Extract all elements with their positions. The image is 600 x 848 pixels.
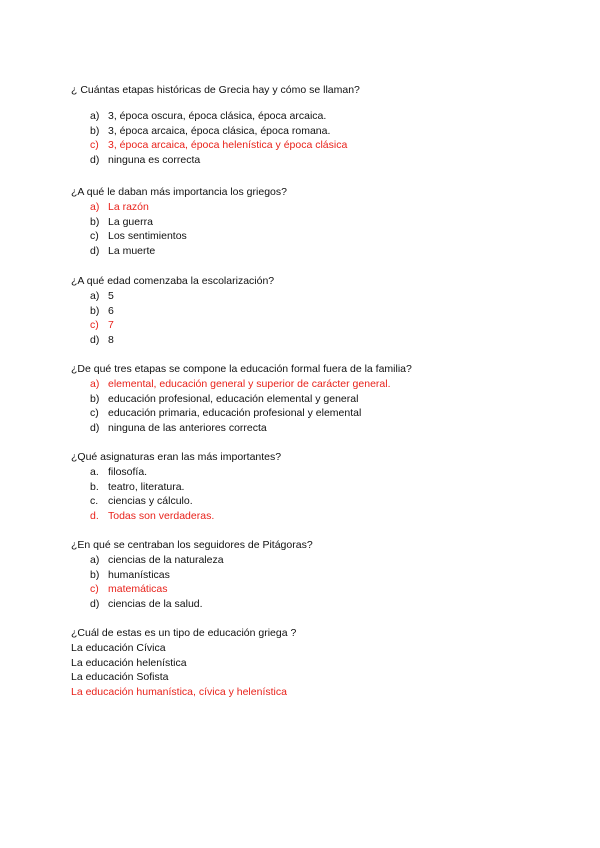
option-label: a) [90, 110, 100, 122]
option-label: b) [90, 124, 100, 137]
question-block-7 [71, 626, 551, 699]
option-label: d) [90, 421, 100, 434]
option-a-correct [71, 200, 551, 215]
option-label: c. [90, 495, 99, 508]
option-text: humanísticas [108, 568, 170, 581]
option-text: La razón [108, 201, 149, 213]
option-text: 5 [108, 290, 114, 302]
option-d [71, 421, 551, 436]
option-c-correct [71, 582, 551, 597]
answer-line: La educación Sofista [71, 671, 169, 684]
option-a [71, 109, 551, 124]
option-label: c) [90, 139, 99, 152]
option-label: c) [90, 583, 99, 596]
option-text: 3, época oscura, época clásica, época arcaica. [108, 110, 327, 122]
option-label: d) [90, 597, 100, 610]
option-label: b. [90, 480, 99, 493]
option-b [71, 568, 551, 583]
option-d [71, 333, 551, 348]
option-label: a) [90, 290, 100, 302]
option-label: a. [90, 466, 99, 478]
question-text: ¿De qué tres etapas se compone la educación formal fuera de la familia? [71, 363, 412, 375]
option-text: La guerra [108, 215, 153, 228]
option-c-correct [71, 138, 551, 153]
question-text: ¿Cuál de estas es un tipo de educación griega ? [71, 627, 297, 639]
option-text: ninguna de las anteriores correcta [108, 421, 267, 434]
option-a-correct [71, 377, 551, 392]
option-c [71, 494, 551, 509]
option-text: ciencias y cálculo. [108, 495, 193, 508]
question-text: ¿Qué asignaturas eran las más importantes? [71, 451, 282, 463]
question-text: ¿A qué le daban más importancia los griegos? [71, 186, 287, 198]
option-a [71, 553, 551, 568]
option-text: filosofía. [108, 466, 148, 478]
option-text: ninguna es correcta [108, 153, 201, 166]
question-block-5 [71, 450, 551, 523]
option-label: a) [90, 201, 100, 213]
option-label: b) [90, 304, 100, 317]
option-b [71, 124, 551, 139]
option-label: c) [90, 407, 99, 420]
question-text: ¿ Cuántas etapas históricas de Grecia hay y cómo se llaman? [71, 84, 360, 96]
option-text: educación primaria, educación profesional y elemental [108, 407, 362, 420]
option-text: 3, época arcaica, época clásica, época romana. [108, 124, 331, 137]
option-c-correct [71, 318, 551, 333]
option-text: Los sentimientos [108, 230, 187, 243]
option-label: b) [90, 215, 100, 228]
option-text: La muerte [108, 244, 156, 257]
question-block-6 [71, 538, 551, 611]
option-b [71, 392, 551, 407]
option-label: d) [90, 333, 100, 346]
option-b [71, 215, 551, 230]
option-label: d) [90, 244, 100, 257]
question-text: ¿A qué edad comenzaba la escolarización? [71, 275, 275, 287]
option-label: b) [90, 392, 100, 405]
option-label: c) [90, 319, 99, 332]
option-d [71, 244, 551, 259]
option-b [71, 304, 551, 319]
option-label: c) [90, 230, 99, 243]
option-text: ciencias de la naturaleza [108, 554, 224, 566]
option-label: a) [90, 554, 100, 566]
option-text: 8 [108, 333, 114, 346]
option-c [71, 406, 551, 421]
question-block-3 [71, 274, 551, 347]
option-d-correct [71, 509, 551, 524]
option-text: elemental, educación general y superior de carácter general. [108, 378, 391, 390]
question-block-4 [71, 362, 551, 435]
option-text: educación profesional, educación elemental y general [108, 392, 359, 405]
answer-line-correct: La educación humanística, cívica y helenística [71, 685, 287, 698]
option-c [71, 229, 551, 244]
option-a [71, 289, 551, 304]
option-d [71, 153, 551, 168]
answer-line: La educación helenística [71, 656, 187, 669]
option-b [71, 480, 551, 495]
option-d [71, 597, 551, 612]
option-label: d. [90, 509, 99, 522]
option-label: a) [90, 378, 100, 390]
option-text: 6 [108, 304, 114, 317]
question-text: ¿En qué se centraban los seguidores de Pitágoras? [71, 539, 313, 551]
option-label: b) [90, 568, 100, 581]
answer-line: La educación Cívica [71, 642, 166, 654]
question-block-1 [71, 83, 551, 167]
option-text: 7 [108, 319, 114, 332]
option-text: teatro, literatura. [108, 480, 185, 493]
option-text: Todas son verdaderas. [108, 509, 215, 522]
option-text: matemáticas [108, 583, 168, 596]
option-text: ciencias de la salud. [108, 597, 203, 610]
question-block-2 [71, 185, 551, 258]
option-text: 3, época arcaica, época helenística y época clásica [108, 139, 348, 152]
option-label: d) [90, 153, 100, 166]
option-a [71, 465, 551, 480]
